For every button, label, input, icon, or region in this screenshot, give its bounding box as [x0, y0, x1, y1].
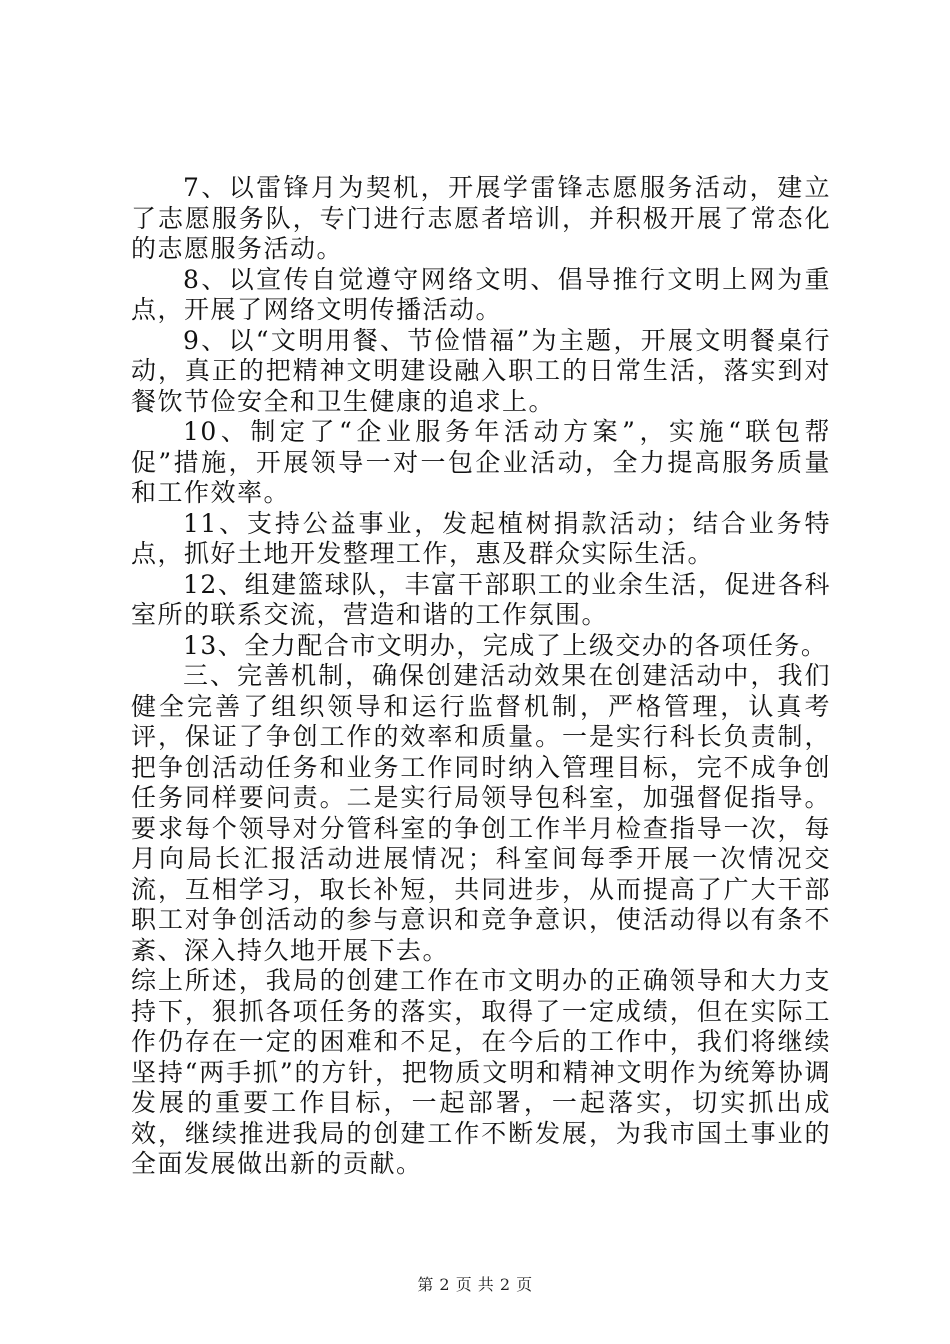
- paragraph-section-three: 三、完善机制，确保创建活动效果在创建活动中，我们健全完善了组织领导和运行监督机制，严格管理，认真考评，保证了争创工作的效率和质量。一是实行科长负责制，把争创活动任务和业务工作同时纳入管理目标，完不成争创任务同样要问责。二是实行局领导包科室，加强督促指导。要求每个领导对分管科室的争创工作半月检查指导一次，每月向局长汇报活动进展情况；科室间每季开展一次情况交流，互相学习，取长补短，共同进步，从而提高了广大干部职工对争创活动的参与意识和竞争意识，使活动得以有条不紊、深入持久地开展下去。: [131, 661, 831, 965]
- paragraph-item-8: 8、以宣传自觉遵守网络文明、倡导推行文明上网为重点，开展了网络文明传播活动。: [131, 264, 831, 324]
- paragraph-item-9: 9、以“文明用餐、节俭惜福”为主题，开展文明餐桌行动，真正的把精神文明建设融入职工的日常生活，落实到对餐饮节俭安全和卫生健康的追求上。: [131, 325, 831, 416]
- paragraph-item-13: 13、全力配合市文明办，完成了上级交办的各项任务。: [183, 630, 828, 660]
- document-body: [131, 173, 831, 1180]
- paragraph-item-10: 10、制定了“企业服务年活动方案”，实施“联包帮促”措施，开展领导一对一包企业活动，全力提高服务质量和工作效率。: [131, 417, 831, 507]
- paragraph-item-11: 11、支持公益事业，发起植树捐款活动；结合业务特点，抓好土地开发整理工作，惠及群众实际生活。: [131, 508, 831, 568]
- paragraph-item-12: 12、组建篮球队，丰富干部职工的业余生活，促进各科室所的联系交流，营造和谐的工作氛围。: [131, 569, 831, 629]
- paragraph-item-7: 7、以雷锋月为契机，开展学雷锋志愿服务活动，建立了志愿服务队，专门进行志愿者培训，并积极开展了常态化的志愿服务活动。: [131, 173, 831, 263]
- page-number-footer: 第 2 页 共 2 页: [417, 1275, 533, 1294]
- paragraph-conclusion: 综上所述，我局的创建工作在市文明办的正确领导和大力支持下，狠抓各项任务的落实，取得了一定成绩，但在实际工作仍存在一定的困难和不足，在今后的工作中，我们将继续坚持“两手抓”的方针，把物质文明和精神文明作为统筹协调发展的重要工作目标，一起部署，一起落实，切实抓出成效，继续推进我局的创建工作不断发展，为我市国土事业的全面发展做出新的贡献。: [131, 966, 831, 1178]
